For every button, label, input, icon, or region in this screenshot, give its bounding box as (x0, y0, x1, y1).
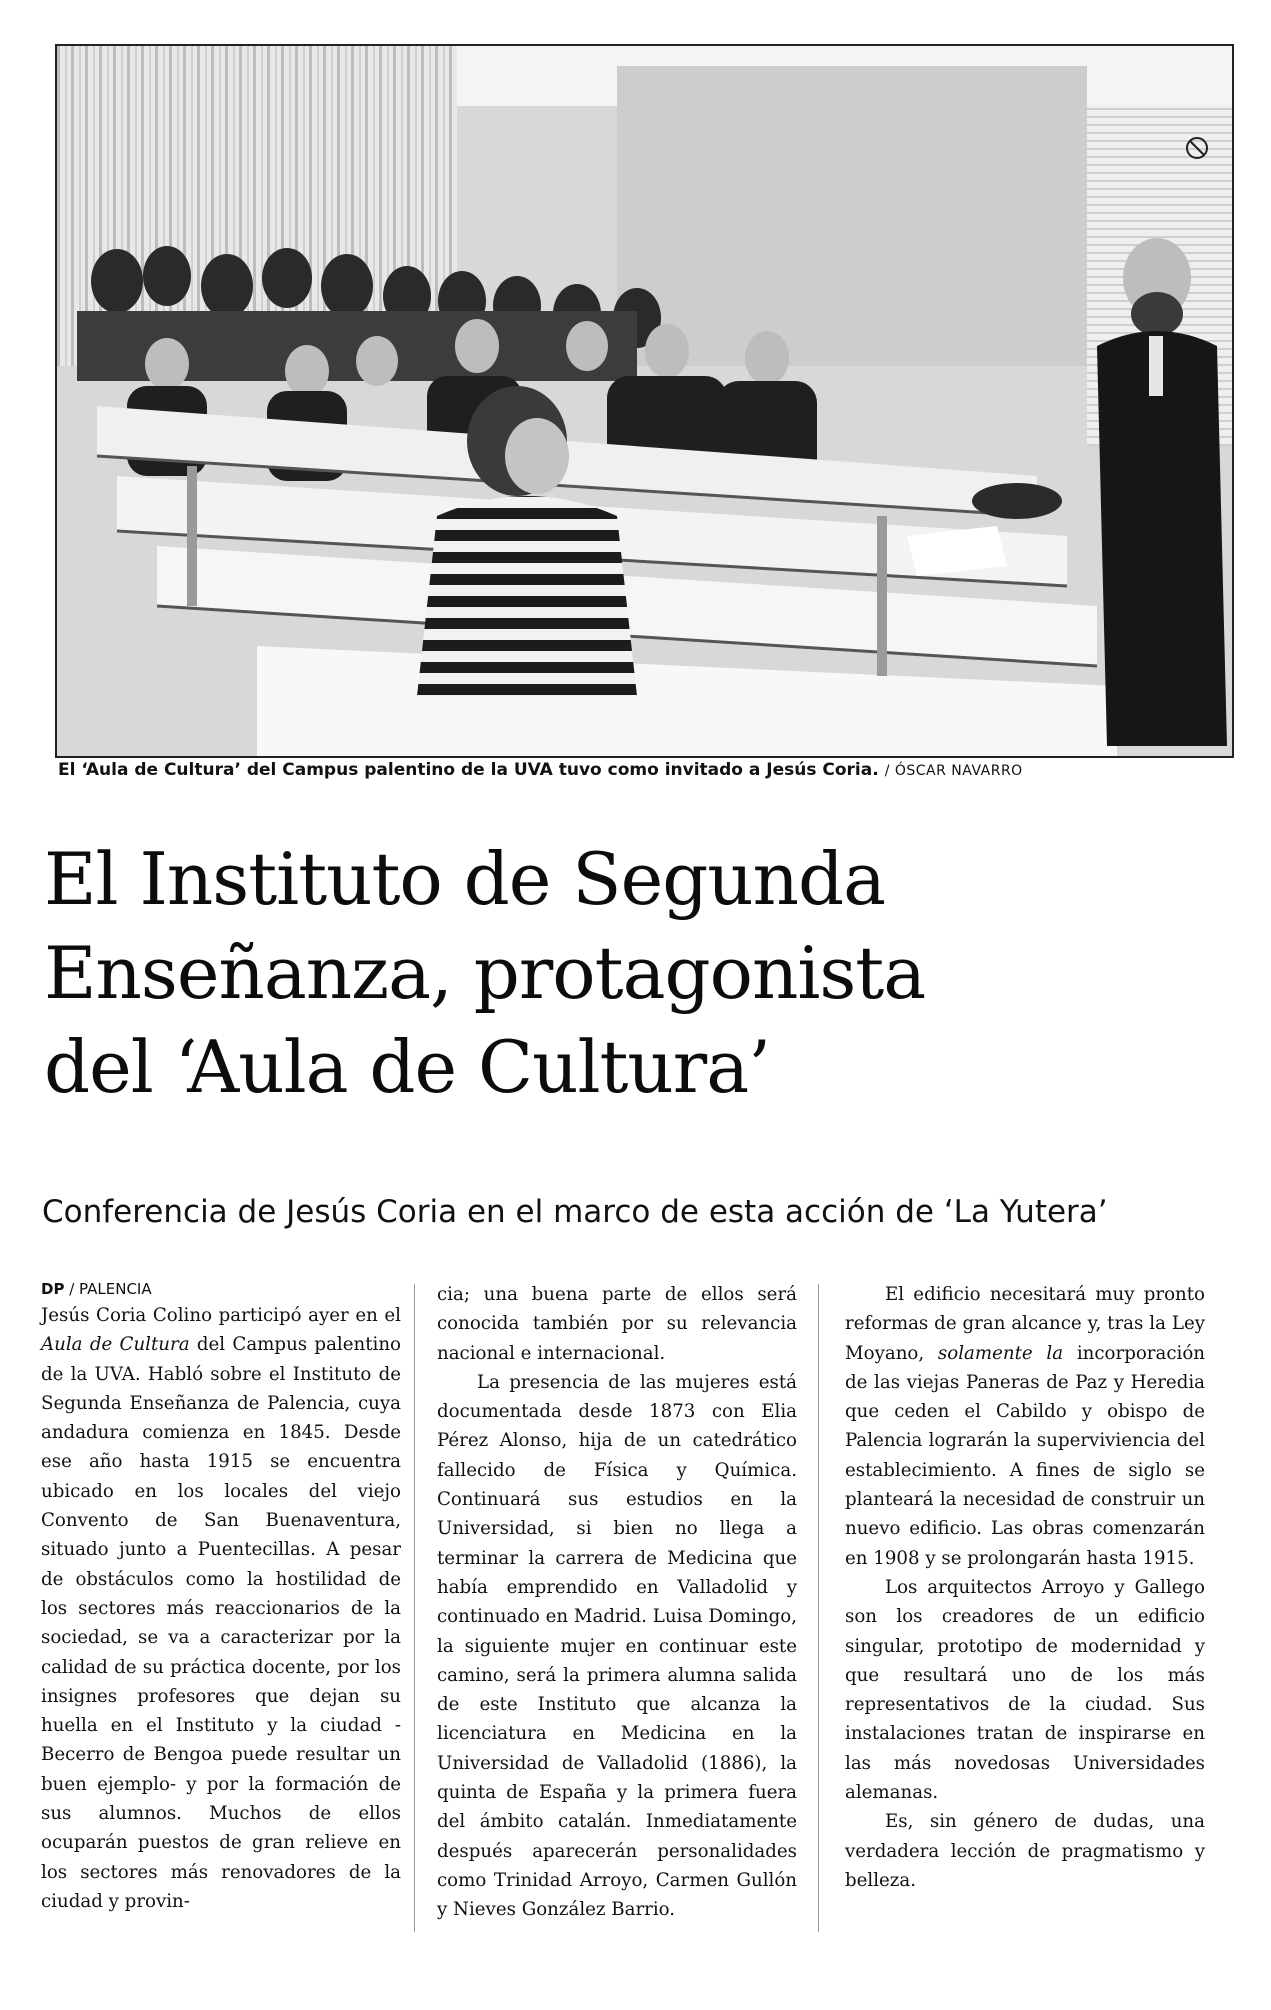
paragraph (41, 1301, 401, 1916)
paragraph: cia; una buena parte de ellos será conocida también por su relevancia nacional e internacional. (437, 1284, 797, 1364)
italic-text: solamente la (937, 1342, 1064, 1364)
article-column-1 (41, 1280, 401, 1916)
byline-location: / PALENCIA (69, 1280, 152, 1298)
subheadline: Conferencia de Jesús Coria en el marco de esta acción de ‘La Yutera’ (42, 1194, 1108, 1230)
paragraph-text: Jesús Coria Colino participó ayer en el (41, 1305, 401, 1326)
article-column-3 (845, 1280, 1205, 1895)
article-column-2 (437, 1280, 797, 1925)
column-divider (414, 1284, 415, 1932)
byline (41, 1277, 401, 1301)
headline-line-3: del ‘Aula de Cultura’ (44, 1025, 771, 1109)
paragraph-text: incorporación de las viejas Paneras de Paz y Heredia que ceden el Cabildo y obispo de Palencia lograrán la superviviencia del establecimiento. A fines de siglo se planteará la necesidad de construir un nuevo edificio. Las obras comenzarán en 1908 y se prolongarán hasta 1915. (845, 1342, 1205, 1569)
italic-text: Aula de Cultura (41, 1334, 190, 1356)
paragraph: Los arquitectos Arroyo y Gallego son los creadores de un edificio singular, prototipo de modernidad y que resultará uno de los más representativos de la ciudad. Sus instalaciones tratan de inspirarse en las más novedosas Universidades alemanas. (845, 1576, 1205, 1804)
byline-agency: DP (41, 1280, 65, 1298)
headline (44, 832, 1224, 1114)
caption-text: El ‘Aula de Cultura’ del Campus palentino de la UVA tuvo como invitado a Jesús Coria. (58, 760, 879, 780)
news-photo (55, 44, 1234, 758)
paragraph-text: El edificio necesitará muy pronto reformas de gran alcance y, tras la Ley Moyano, (845, 1284, 1205, 1364)
photo-credit: / ÓSCAR NAVARRO (884, 763, 1023, 779)
headline-line-1: El Instituto de Segunda (44, 837, 886, 921)
photo-caption (58, 760, 1218, 780)
headline-line-2: Enseñanza, protagonista (44, 931, 926, 1015)
paragraph (845, 1280, 1205, 1573)
classroom-photo (57, 46, 1232, 756)
paragraph-text: del Campus palentino de la UVA. Habló sobre el Instituto de Segunda Enseñanza de Palencia, cuya andadura comienza en 1845. Desde ese año hasta 1915 se encuentra ubicado en los locales del viejo Convento de San Buenaventura, situado junto a Puentecillas. A pesar de obstáculos como la hostilidad de los sectores más reaccionarios de la sociedad, se va a caracterizar por la calidad de su práctica docente, por los insignes profesores que dejan su huella en el Instituto y la ciudad -Becerro de Bengoa puede resultar un buen ejemplo- y por la formación de sus alumnos. Muchos de ellos ocuparán puestos de gran relieve en los sectores más renovadores de la ciudad y provin- (41, 1334, 401, 1912)
paragraph: La presencia de las mujeres está documentada desde 1873 con Elia Pérez Alonso, hija de un catedrático fallecido de Física y Química. Continuará sus estudios en la Universidad, si bien no llega a terminar la carrera de Medicina que había emprendido en Valladolid y continuado en Madrid. Luisa Domingo, la siguiente mujer en continuar este camino, será la primera alumna salida de este Instituto que alcanza la licenciatura en Medicina en la Universidad de Valladolid (1886), la quinta de España y la primera fuera del ámbito catalán. Inmediatamente después aparecerán personalidades como Trinidad Arroyo, Carmen Gullón y Nieves González Barrio. (437, 1371, 797, 1921)
column-divider (818, 1284, 819, 1932)
paragraph: Es, sin género de dudas, una verdadera lección de pragmatismo y belleza. (845, 1811, 1205, 1891)
